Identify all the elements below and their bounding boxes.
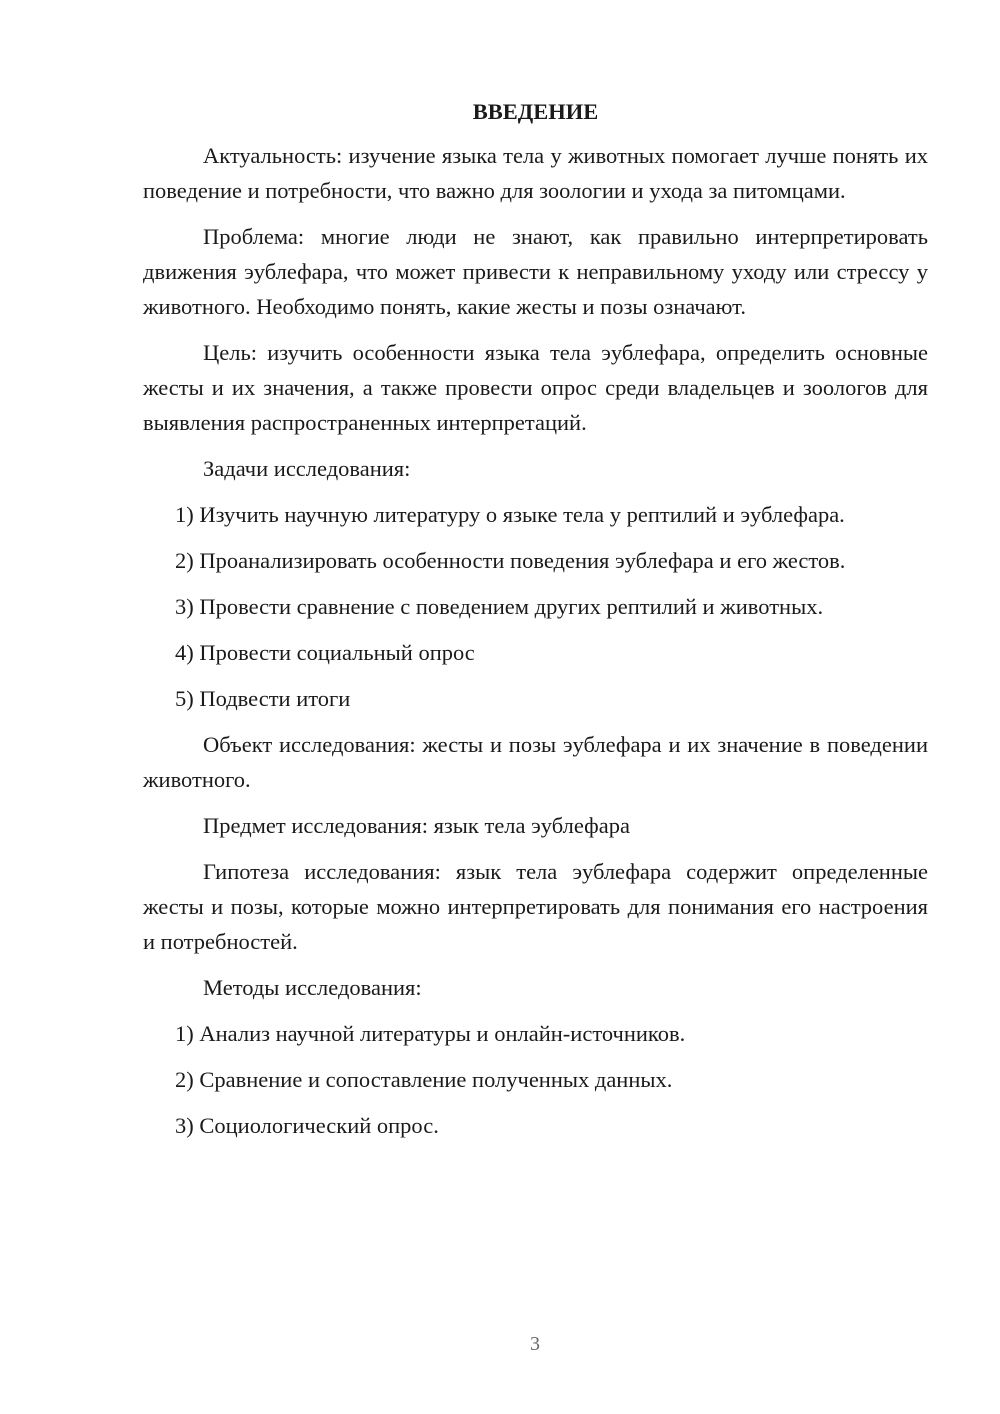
task-item: 5) Подвести итоги [175, 686, 351, 711]
page-number: 3 [530, 1333, 540, 1355]
methods-heading: Методы исследования: [203, 975, 422, 1000]
method-item: 3) Социологический опрос. [175, 1113, 439, 1138]
hypothesis-paragraph: Гипотеза исследования: язык тела эублефара содержит определенные жесты и позы, которые можно интерпретировать для понимания его настроения и потребностей. [143, 859, 928, 954]
problem-paragraph: Проблема: многие люди не знают, как правильно интерпретировать движения эублефара, что может привести к неправильному уходу или стрессу у животного. Необходимо понять, какие жесты и позы означают. [143, 224, 928, 319]
task-item: 4) Провести социальный опрос [175, 640, 475, 665]
page-content [143, 94, 928, 1154]
object-paragraph: Объект исследования: жесты и позы эублефара и их значение в поведении животного. [143, 732, 928, 792]
method-item: 1) Анализ научной литературы и онлайн-источников. [175, 1021, 686, 1046]
task-item: 2) Проанализировать особенности поведения эублефара и его жестов. [175, 548, 846, 573]
tasks-heading: Задачи исследования: [203, 456, 411, 481]
section-title: ВВЕДЕНИЕ [472, 99, 599, 124]
methods-list [143, 1016, 928, 1143]
goal-paragraph: Цель: изучить особенности языка тела эублефара, определить основные жесты и их значения, а также провести опрос среди владельцев и зоологов для выявления распространенных интерпретаций. [143, 340, 928, 435]
tasks-list [143, 497, 928, 716]
relevance-paragraph: Актуальность: изучение языка тела у животных помогает лучше понять их поведение и потребности, что важно для зоологии и ухода за питомцами. [143, 143, 928, 203]
method-item: 2) Сравнение и сопоставление полученных данных. [175, 1067, 673, 1092]
task-item: 1) Изучить научную литературу о языке тела у рептилий и эублефара. [175, 502, 845, 527]
task-item: 3) Провести сравнение с поведением других рептилий и животных. [175, 594, 824, 619]
subject-paragraph: Предмет исследования: язык тела эублефара [203, 813, 630, 838]
